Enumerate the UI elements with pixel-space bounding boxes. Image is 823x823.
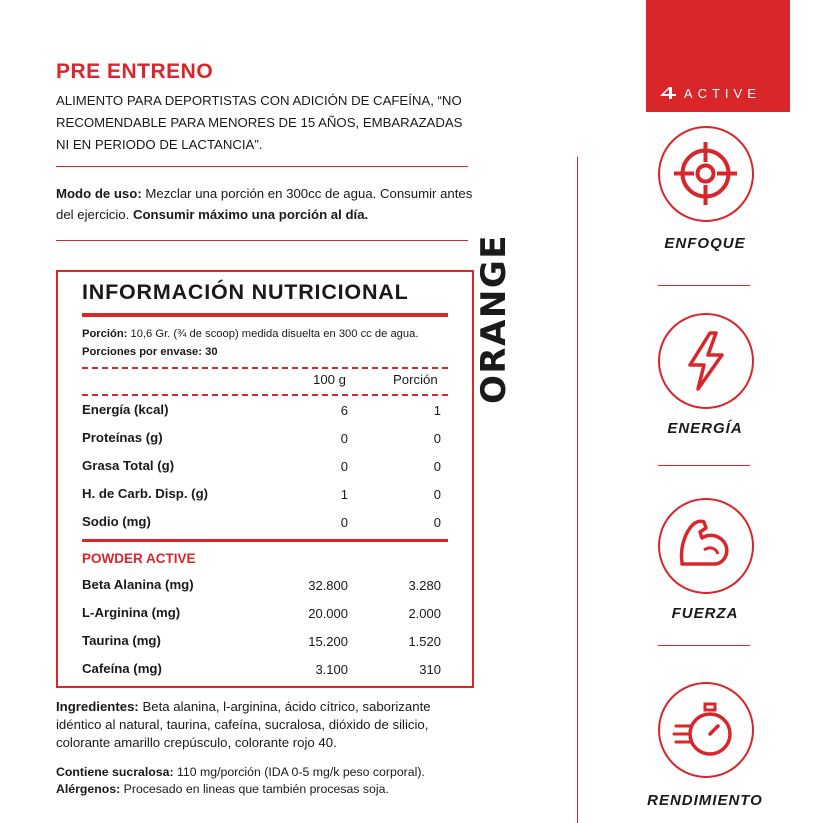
usage-label: Modo de uso: [56, 186, 142, 201]
sucralose-text: 110 mg/porción (IDA 0-5 mg/k peso corporal). [173, 765, 425, 779]
divider [658, 465, 750, 466]
lightning-icon [660, 315, 751, 406]
dashed-divider [82, 367, 448, 369]
warnings [56, 764, 496, 798]
column-header-100g: 100 g [313, 372, 347, 387]
divider [56, 166, 468, 167]
brand-mark-icon [660, 87, 676, 99]
table-cell-100g: 6 [340, 403, 348, 418]
table-cell-portion: 1 [433, 403, 441, 418]
divider [658, 645, 750, 646]
title-underline [82, 313, 448, 317]
sucralose-line [56, 764, 496, 781]
table-row-label: Proteínas (g) [82, 430, 163, 445]
ingredients-text: Beta alanina, l-arginina, ácido cítrico, saborizante idéntico al natural, taurina, cafeína, sucralosa, dióxido de silicio, colorante amarillo crepúsculo, colorante rojo 40. [56, 699, 431, 750]
portion-text: 10,6 Gr. (¾ de scoop) medida disuelta en 300 cc de agua. [127, 328, 419, 340]
table-row-label: Energía (kcal) [82, 402, 169, 417]
divider [658, 285, 750, 286]
table-row-label: Taurina (mg) [82, 633, 161, 648]
table-cell-portion: 1.520 [408, 634, 441, 649]
table-row-label: H. de Carb. Disp. (g) [82, 486, 209, 501]
table-cell-100g: 0 [340, 431, 348, 446]
table-cell-100g: 15.200 [308, 634, 348, 649]
feature-enfoque [658, 126, 754, 222]
table-cell-100g: 1 [340, 487, 348, 502]
crosshair-icon [660, 128, 751, 219]
page-title: PRE ENTRENO [56, 60, 214, 83]
section-divider [82, 539, 448, 542]
feature-label: FUERZA [671, 605, 739, 622]
table-cell-100g: 0 [340, 515, 348, 530]
feature-label: ENFOQUE [664, 235, 746, 252]
table-cell-100g: 0 [340, 459, 348, 474]
allergens-text: Procesado en lineas que también procesas soja. [120, 782, 389, 796]
table-cell-portion: 0 [433, 431, 441, 446]
flexed-arm-icon [660, 500, 751, 591]
table-cell-portion: 310 [419, 662, 441, 677]
table-row-label: L-Arginina (mg) [82, 605, 181, 620]
table-cell-portion: 2.000 [408, 606, 441, 621]
table-cell-portion: 3.280 [408, 578, 441, 593]
feature-rendimiento [658, 682, 754, 778]
stopwatch-icon [660, 684, 751, 775]
table-cell-100g: 3.100 [315, 662, 348, 677]
feature-energia [658, 313, 754, 409]
sucralose-label: Contiene sucralosa: [56, 765, 174, 779]
divider [56, 240, 468, 241]
table-row-label: Beta Alanina (mg) [82, 577, 194, 592]
allergens-label: Alérgenos: [56, 782, 121, 796]
table-row-label: Grasa Total (g) [82, 458, 175, 473]
product-description: ALIMENTO PARA DEPORTISTAS CON ADICIÓN DE CAFEÍNA, “NO RECOMENDABLE PARA MENORES DE 15 AÑOS, EMBARAZADAS NI EN PERIODO DE LACTANCIA”. [56, 93, 463, 152]
brand-name: ACTIVE [683, 86, 761, 101]
dashed-divider [82, 394, 448, 396]
portion-info [82, 328, 418, 340]
feature-label: ENERGÍA [667, 420, 743, 437]
table-row-label: Cafeína (mg) [82, 661, 162, 676]
servings-info: Porciones por envase: 30 [82, 346, 218, 358]
flavor-label: ORANGE [474, 234, 514, 404]
brand-logo [660, 86, 784, 101]
allergens-line [56, 781, 496, 798]
ingredients [56, 698, 476, 752]
table-cell-portion: 0 [433, 515, 441, 530]
feature-label: RENDIMIENTO [647, 792, 763, 809]
table-cell-portion: 0 [433, 487, 441, 502]
usage-instructions [56, 183, 476, 225]
column-header-portion: Porción [393, 372, 438, 387]
feature-fuerza [658, 498, 754, 594]
usage-text: Mezclar una porción en 300cc de agua. Consumir antes del ejercicio. [56, 186, 473, 222]
usage-emphasis: Consumir máximo una porción al día. [132, 207, 369, 222]
table-cell-portion: 0 [433, 459, 441, 474]
vertical-divider [577, 157, 578, 823]
portion-label: Porción: [82, 328, 128, 340]
table-cell-100g: 20.000 [308, 606, 348, 621]
ingredients-label: Ingredientes: [56, 699, 139, 714]
nutrition-title: INFORMACIÓN NUTRICIONAL [82, 280, 409, 304]
table-cell-100g: 32.800 [308, 578, 348, 593]
table-row-label: Sodio (mg) [82, 514, 151, 529]
powder-section-title: POWDER ACTIVE [82, 551, 196, 566]
